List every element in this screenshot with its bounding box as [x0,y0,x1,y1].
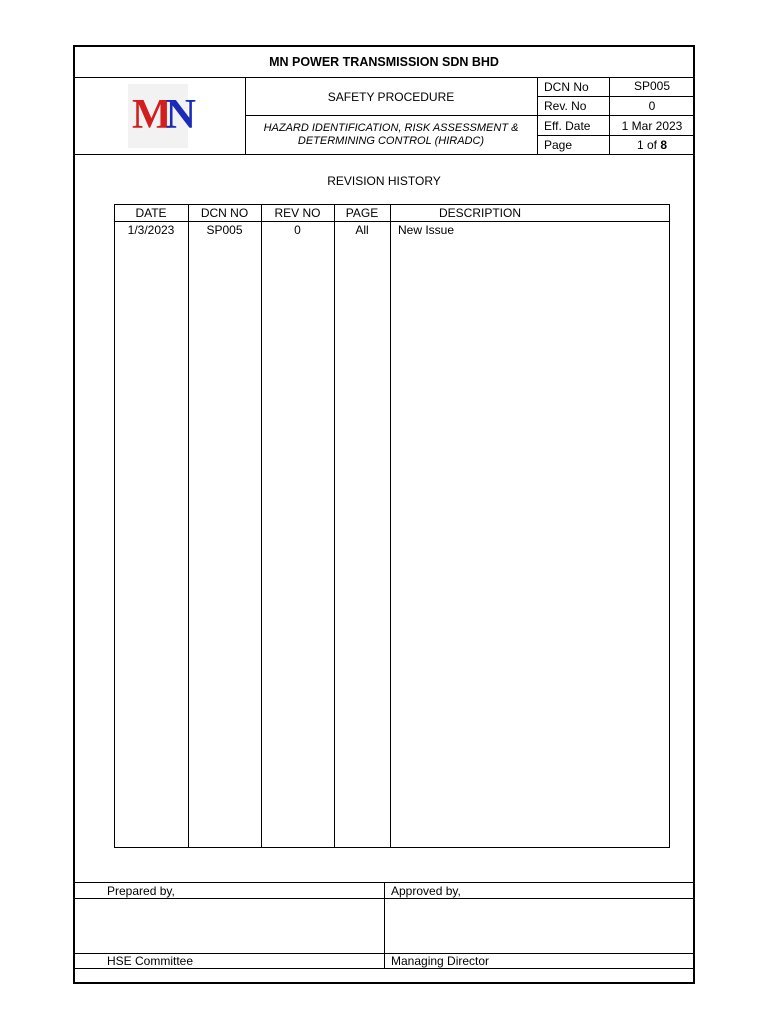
meta-value-page: 1 of 8 [636,138,668,152]
column-header-rev-no: REV NO [274,206,321,220]
header-divider [73,77,695,78]
column-header-date: DATE [135,206,167,220]
column-header-page: PAGE [345,206,379,220]
meta-label-dcn: DCN No [544,80,589,94]
column-header-description: DESCRIPTION [438,206,521,220]
meta-label-eff-date: Eff. Date [544,119,591,133]
meta-label-rev: Rev. No [544,99,587,113]
procedure-type: SAFETY PROCEDURE [327,90,455,104]
revision-history-title: REVISION HISTORY [327,174,441,188]
prepared-by-name: HSE Committee [107,954,194,968]
company-logo: MN [128,84,188,148]
revision-table [114,204,670,848]
table-cell-dcn-no: SP005 [206,223,243,237]
meta-value-rev: 0 [648,99,656,113]
revision-table-header-divider [114,221,670,222]
procedure-divider [245,115,537,116]
table-cell-date: 1/3/2023 [127,223,175,237]
approved-by-name: Managing Director [391,954,490,968]
header-bottom-divider [73,154,695,155]
approved-by-label: Approved by, [391,884,461,898]
column-header-dcn-no: DCN NO [200,206,249,220]
meta-label-page: Page [544,138,573,152]
table-cell-page: All [355,223,369,237]
table-cell-rev-no: 0 [294,223,301,237]
procedure-title-line1: HAZARD IDENTIFICATION, RISK ASSESSMENT & [263,122,519,134]
meta-value-eff-date: 1 Mar 2023 [621,119,683,133]
company-name: MN POWER TRANSMISSION SDN BHD [269,55,499,69]
prepared-by-label: Prepared by, [107,884,175,898]
table-cell-description: New Issue [398,223,455,237]
procedure-title-line2: DETERMINING CONTROL (HIRADC) [297,135,485,147]
meta-value-dcn: SP005 [633,79,671,93]
